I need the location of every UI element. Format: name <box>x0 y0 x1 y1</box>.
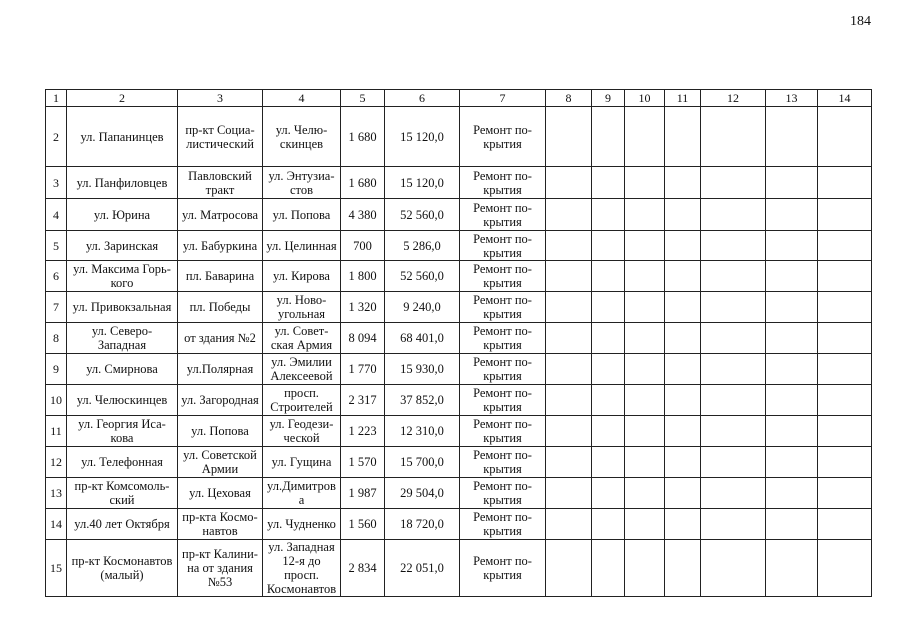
column-header: 5 <box>341 90 385 107</box>
length-value: 1 320 <box>341 292 385 323</box>
empty-cell <box>546 167 592 199</box>
empty-cell <box>818 261 872 292</box>
empty-cell <box>766 385 818 416</box>
street-name: ул. Заринская <box>67 231 178 261</box>
column-number-row <box>46 90 872 107</box>
table-row <box>46 478 872 509</box>
segment-start: от здания №2 <box>178 323 263 354</box>
empty-cell <box>625 199 665 231</box>
road-repair-table <box>45 89 872 597</box>
empty-cell <box>592 231 625 261</box>
street-name: ул. Юрина <box>67 199 178 231</box>
empty-cell <box>818 540 872 597</box>
empty-cell <box>701 107 766 167</box>
area-value: 37 852,0 <box>385 385 460 416</box>
empty-cell <box>665 323 701 354</box>
column-header: 3 <box>178 90 263 107</box>
empty-cell <box>766 540 818 597</box>
segment-start: ул. Матросова <box>178 199 263 231</box>
segment-start: пр-кт Социа-листический <box>178 107 263 167</box>
empty-cell <box>665 385 701 416</box>
empty-cell <box>766 107 818 167</box>
empty-cell <box>701 509 766 540</box>
empty-cell <box>592 354 625 385</box>
empty-cell <box>665 199 701 231</box>
row-number: 15 <box>46 540 67 597</box>
segment-start: ул. Бабуркина <box>178 231 263 261</box>
area-value: 29 504,0 <box>385 478 460 509</box>
length-value: 1 770 <box>341 354 385 385</box>
row-number: 2 <box>46 107 67 167</box>
work-type: Ремонт по-крытия <box>460 509 546 540</box>
empty-cell <box>818 447 872 478</box>
segment-start: пл. Баварина <box>178 261 263 292</box>
area-value: 15 120,0 <box>385 167 460 199</box>
length-value: 1 560 <box>341 509 385 540</box>
empty-cell <box>701 540 766 597</box>
empty-cell <box>665 261 701 292</box>
empty-cell <box>665 167 701 199</box>
empty-cell <box>818 107 872 167</box>
empty-cell <box>625 447 665 478</box>
empty-cell <box>665 354 701 385</box>
empty-cell <box>625 509 665 540</box>
empty-cell <box>546 478 592 509</box>
segment-end: ул. Совет-ская Армия <box>263 323 341 354</box>
empty-cell <box>592 416 625 447</box>
empty-cell <box>665 416 701 447</box>
table-row <box>46 447 872 478</box>
length-value: 4 380 <box>341 199 385 231</box>
table-row <box>46 416 872 447</box>
length-value: 1 680 <box>341 107 385 167</box>
empty-cell <box>592 540 625 597</box>
street-name: ул. Георгия Иса-кова <box>67 416 178 447</box>
column-header: 14 <box>818 90 872 107</box>
column-header: 2 <box>67 90 178 107</box>
empty-cell <box>625 323 665 354</box>
empty-cell <box>546 261 592 292</box>
street-name: ул. Папанинцев <box>67 107 178 167</box>
work-type: Ремонт по-крытия <box>460 292 546 323</box>
row-number: 9 <box>46 354 67 385</box>
empty-cell <box>592 509 625 540</box>
segment-end: ул.Димитров а <box>263 478 341 509</box>
segment-start: ул. Попова <box>178 416 263 447</box>
area-value: 52 560,0 <box>385 199 460 231</box>
empty-cell <box>592 447 625 478</box>
empty-cell <box>625 261 665 292</box>
segment-end: ул. Эмилии Алексеевой <box>263 354 341 385</box>
row-number: 10 <box>46 385 67 416</box>
area-value: 15 120,0 <box>385 107 460 167</box>
empty-cell <box>625 354 665 385</box>
table-row <box>46 167 872 199</box>
table-row <box>46 323 872 354</box>
work-type: Ремонт по-крытия <box>460 199 546 231</box>
empty-cell <box>818 478 872 509</box>
segment-end: ул. Челю-скинцев <box>263 107 341 167</box>
empty-cell <box>766 354 818 385</box>
empty-cell <box>766 323 818 354</box>
work-type: Ремонт по-крытия <box>460 323 546 354</box>
empty-cell <box>592 385 625 416</box>
table-row <box>46 107 872 167</box>
area-value: 15 700,0 <box>385 447 460 478</box>
empty-cell <box>625 385 665 416</box>
work-type: Ремонт по-крытия <box>460 385 546 416</box>
empty-cell <box>546 354 592 385</box>
table-row <box>46 231 872 261</box>
column-header: 11 <box>665 90 701 107</box>
work-type: Ремонт по-крытия <box>460 447 546 478</box>
column-header: 12 <box>701 90 766 107</box>
empty-cell <box>818 509 872 540</box>
empty-cell <box>665 509 701 540</box>
street-name: ул.40 лет Октября <box>67 509 178 540</box>
empty-cell <box>665 231 701 261</box>
segment-start: Павловский тракт <box>178 167 263 199</box>
empty-cell <box>665 478 701 509</box>
table-row <box>46 540 872 597</box>
work-type: Ремонт по-крытия <box>460 261 546 292</box>
empty-cell <box>546 323 592 354</box>
segment-end: ул. Кирова <box>263 261 341 292</box>
empty-cell <box>625 416 665 447</box>
work-type: Ремонт по-крытия <box>460 107 546 167</box>
row-number: 3 <box>46 167 67 199</box>
empty-cell <box>592 199 625 231</box>
empty-cell <box>766 231 818 261</box>
empty-cell <box>546 292 592 323</box>
empty-cell <box>546 447 592 478</box>
area-value: 15 930,0 <box>385 354 460 385</box>
empty-cell <box>701 354 766 385</box>
empty-cell <box>665 292 701 323</box>
empty-cell <box>592 478 625 509</box>
empty-cell <box>546 416 592 447</box>
length-value: 8 094 <box>341 323 385 354</box>
empty-cell <box>766 261 818 292</box>
street-name: ул. Максима Горь-кого <box>67 261 178 292</box>
table-row <box>46 385 872 416</box>
area-value: 68 401,0 <box>385 323 460 354</box>
empty-cell <box>766 478 818 509</box>
empty-cell <box>701 261 766 292</box>
empty-cell <box>766 416 818 447</box>
street-name: пр-кт Комсомоль-ский <box>67 478 178 509</box>
segment-start: ул. Цеховая <box>178 478 263 509</box>
segment-start: пл. Победы <box>178 292 263 323</box>
length-value: 1 800 <box>341 261 385 292</box>
length-value: 2 317 <box>341 385 385 416</box>
empty-cell <box>818 292 872 323</box>
empty-cell <box>546 199 592 231</box>
area-value: 22 051,0 <box>385 540 460 597</box>
empty-cell <box>701 323 766 354</box>
column-header: 13 <box>766 90 818 107</box>
empty-cell <box>818 167 872 199</box>
column-header: 4 <box>263 90 341 107</box>
empty-cell <box>592 261 625 292</box>
area-value: 18 720,0 <box>385 509 460 540</box>
table-row <box>46 292 872 323</box>
empty-cell <box>625 231 665 261</box>
length-value: 1 570 <box>341 447 385 478</box>
row-number: 7 <box>46 292 67 323</box>
column-header: 1 <box>46 90 67 107</box>
segment-end: ул. Ново-угольная <box>263 292 341 323</box>
empty-cell <box>766 292 818 323</box>
empty-cell <box>818 323 872 354</box>
empty-cell <box>766 167 818 199</box>
table-row <box>46 354 872 385</box>
empty-cell <box>818 385 872 416</box>
work-type: Ремонт по-крытия <box>460 354 546 385</box>
segment-end: просп. Строителей <box>263 385 341 416</box>
row-number: 8 <box>46 323 67 354</box>
empty-cell <box>701 416 766 447</box>
segment-start: пр-кт Калини-на от здания №53 <box>178 540 263 597</box>
table-row <box>46 199 872 231</box>
work-type: Ремонт по-крытия <box>460 416 546 447</box>
table-row <box>46 509 872 540</box>
column-header: 8 <box>546 90 592 107</box>
length-value: 1 680 <box>341 167 385 199</box>
empty-cell <box>665 447 701 478</box>
page-number: 184 <box>850 14 871 29</box>
segment-end: ул. Целинная <box>263 231 341 261</box>
length-value: 700 <box>341 231 385 261</box>
empty-cell <box>766 199 818 231</box>
empty-cell <box>818 416 872 447</box>
empty-cell <box>625 478 665 509</box>
empty-cell <box>592 107 625 167</box>
empty-cell <box>701 167 766 199</box>
column-header: 6 <box>385 90 460 107</box>
segment-start: пр-кта Космо-навтов <box>178 509 263 540</box>
empty-cell <box>592 323 625 354</box>
row-number: 14 <box>46 509 67 540</box>
empty-cell <box>818 354 872 385</box>
empty-cell <box>701 478 766 509</box>
row-number: 4 <box>46 199 67 231</box>
street-name: ул. Северо-Западная <box>67 323 178 354</box>
segment-end: ул. Западная 12-я до просп. Космонавтов <box>263 540 341 597</box>
street-name: пр-кт Космонавтов (малый) <box>67 540 178 597</box>
segment-end: ул. Энтузиа-стов <box>263 167 341 199</box>
length-value: 1 987 <box>341 478 385 509</box>
street-name: ул. Телефонная <box>67 447 178 478</box>
row-number: 6 <box>46 261 67 292</box>
work-type: Ремонт по-крытия <box>460 478 546 509</box>
area-value: 12 310,0 <box>385 416 460 447</box>
row-number: 13 <box>46 478 67 509</box>
row-number: 12 <box>46 447 67 478</box>
empty-cell <box>546 540 592 597</box>
segment-start: ул. Советской Армии <box>178 447 263 478</box>
row-number: 11 <box>46 416 67 447</box>
segment-start: ул. Загородная <box>178 385 263 416</box>
segment-end: ул. Гущина <box>263 447 341 478</box>
empty-cell <box>818 231 872 261</box>
empty-cell <box>701 292 766 323</box>
empty-cell <box>592 292 625 323</box>
empty-cell <box>625 167 665 199</box>
empty-cell <box>701 199 766 231</box>
work-type: Ремонт по-крытия <box>460 167 546 199</box>
empty-cell <box>701 385 766 416</box>
length-value: 1 223 <box>341 416 385 447</box>
empty-cell <box>701 447 766 478</box>
street-name: ул. Смирнова <box>67 354 178 385</box>
empty-cell <box>625 107 665 167</box>
empty-cell <box>665 540 701 597</box>
empty-cell <box>766 447 818 478</box>
empty-cell <box>701 231 766 261</box>
empty-cell <box>766 509 818 540</box>
length-value: 2 834 <box>341 540 385 597</box>
row-number: 5 <box>46 231 67 261</box>
area-value: 9 240,0 <box>385 292 460 323</box>
column-header: 7 <box>460 90 546 107</box>
segment-end: ул. Попова <box>263 199 341 231</box>
area-value: 52 560,0 <box>385 261 460 292</box>
column-header: 10 <box>625 90 665 107</box>
segment-start: ул.Полярная <box>178 354 263 385</box>
street-name: ул. Привокзальная <box>67 292 178 323</box>
street-name: ул. Панфиловцев <box>67 167 178 199</box>
empty-cell <box>665 107 701 167</box>
area-value: 5 286,0 <box>385 231 460 261</box>
segment-end: ул. Геодези-ческой <box>263 416 341 447</box>
column-header: 9 <box>592 90 625 107</box>
segment-end: ул. Чудненко <box>263 509 341 540</box>
work-type: Ремонт по-крытия <box>460 540 546 597</box>
table-row <box>46 261 872 292</box>
empty-cell <box>546 107 592 167</box>
empty-cell <box>625 540 665 597</box>
empty-cell <box>818 199 872 231</box>
empty-cell <box>546 231 592 261</box>
empty-cell <box>546 509 592 540</box>
empty-cell <box>546 385 592 416</box>
street-name: ул. Челюскинцев <box>67 385 178 416</box>
empty-cell <box>592 167 625 199</box>
empty-cell <box>625 292 665 323</box>
work-type: Ремонт по-крытия <box>460 231 546 261</box>
